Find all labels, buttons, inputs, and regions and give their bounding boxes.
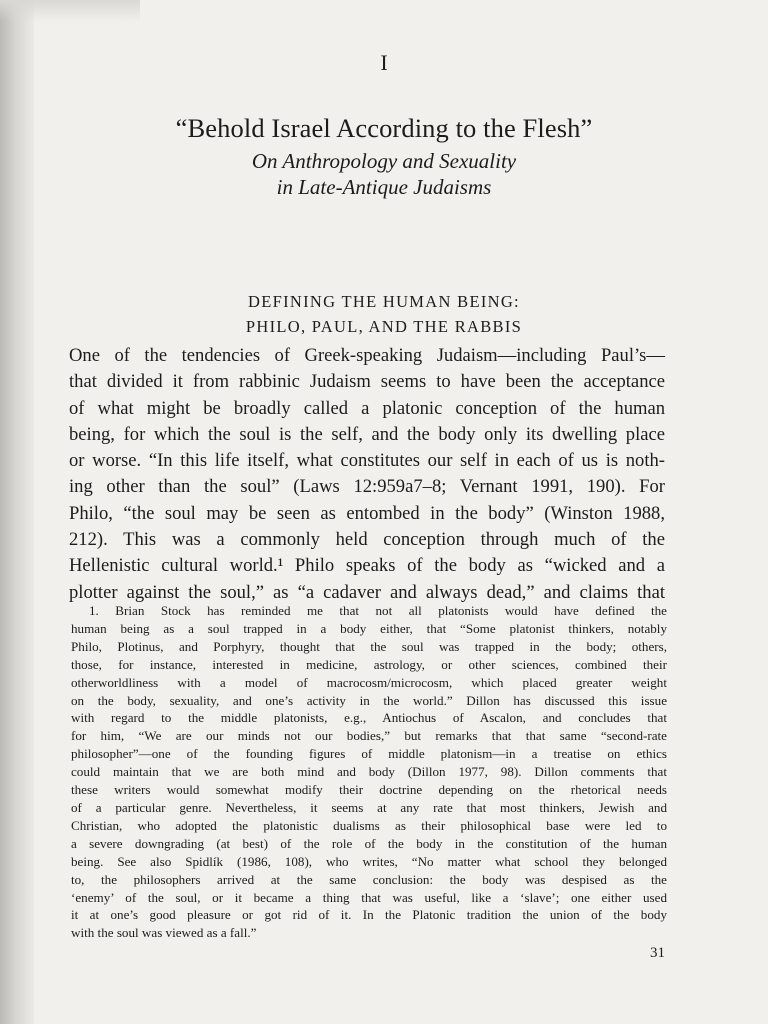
body-line: that divided it from rabbinic Judaism seems to have been the acceptance: [69, 371, 665, 393]
chapter-subtitle: [0, 148, 768, 200]
footnote-line: for him, “We are our minds not our bodies,” but remarks that that same “second-rate: [71, 728, 667, 744]
footnote-line: Christian, who adopted the platonistic dualisms as their philosophical base were led to: [71, 817, 667, 833]
footnote-line: human being as a soul trapped in a body either, that “Some platonist thinkers, notably: [71, 620, 667, 636]
footnote-line: to, the philosophers arrived at the same conclusion: the body was despised as the: [71, 871, 667, 887]
footnote-line: otherworldliness with a model of macrocosm/microcosm, which placed greater weight: [71, 674, 667, 690]
footnote-line: Philo, Plotinus, and Porphyry, thought that the soul was trapped in the body; others,: [71, 638, 667, 654]
chapter-number: I: [380, 50, 388, 75]
footnote-line: those, for instance, interested in medicine, astrology, or other sciences, combined their: [71, 656, 667, 672]
chapter-subtitle-line: in Late-Antique Judaisms: [276, 175, 492, 199]
footnote-line: a severe downgrading (at best) of the role of the body in the constitution of the human: [71, 835, 667, 851]
body-line: Hellenistic cultural world.¹ Philo speaks of the body as “wicked and a: [69, 555, 665, 577]
page-number: 31: [650, 945, 665, 961]
body-paragraph: [69, 343, 665, 606]
footnote-line: philosopher”—one of the founding figures of middle platonism—in a treatise on ethics: [71, 746, 667, 762]
body-line: of what might be broadly called a platonic conception of the human: [69, 397, 665, 419]
section-heading-line: DEFINING THE HUMAN BEING:: [248, 292, 520, 311]
body-line: 212). This was a commonly held conception through much of the: [69, 529, 665, 551]
chapter-subtitle-line: On Anthropology and Sexuality: [251, 149, 517, 173]
body-line: or worse. “In this life itself, what constitutes our self in each of us is noth-: [69, 450, 665, 472]
footnote-line: could maintain that we are both mind and body (Dillon 1977, 98). Dillon comments that: [71, 764, 667, 780]
body-line: One of the tendencies of Greek-speaking Judaism—including Paul’s—: [69, 345, 665, 366]
footnote-line: on the body, sexuality, and one’s activity in the world.” Dillon has discussed this issue: [71, 692, 667, 708]
body-line: ing other than the soul” (Laws 12:959a7–8; Vernant 1991, 190). For: [69, 476, 665, 498]
chapter-title: “Behold Israel According to the Flesh”: [175, 113, 593, 143]
body-line: plotter against the soul,” as “a cadaver and always dead,” and claims that: [69, 581, 665, 603]
footnote-line: with the soul was viewed as a fall.”: [71, 925, 257, 941]
footnote-line: being. See also Spidlík (1986, 108), who writes, “No matter what school they belonged: [71, 853, 667, 869]
footnote-line: these writers would somewhat modify their doctrine depending on the rhetorical needs: [71, 782, 667, 798]
footnote-line: it at one’s good pleasure or got rid of it. In the Platonic tradition the union of the body: [71, 907, 667, 923]
footnote-line: of a particular genre. Nevertheless, it seems at any rate that most thinkers, Jewish and: [71, 799, 667, 815]
footnote-line: with regard to the middle platonists, e.g., Antiochus of Ascalon, and concludes that: [71, 710, 667, 726]
footnote-line: 1. Brian Stock has reminded me that not all platonists would have defined the: [89, 603, 667, 618]
section-heading: [0, 289, 768, 339]
section-heading-line: PHILO, PAUL, AND THE RABBIS: [245, 317, 523, 336]
body-line: being, for which the soul is the self, and the body only its dwelling place: [69, 423, 665, 445]
footnote: [71, 602, 667, 942]
footnote-line: ‘enemy’ of the soul, or it became a thing that was useful, like a ‘slave’; one either used: [71, 889, 667, 905]
body-line: Philo, “the soul may be seen as entombed in the body” (Winston 1988,: [69, 502, 665, 524]
